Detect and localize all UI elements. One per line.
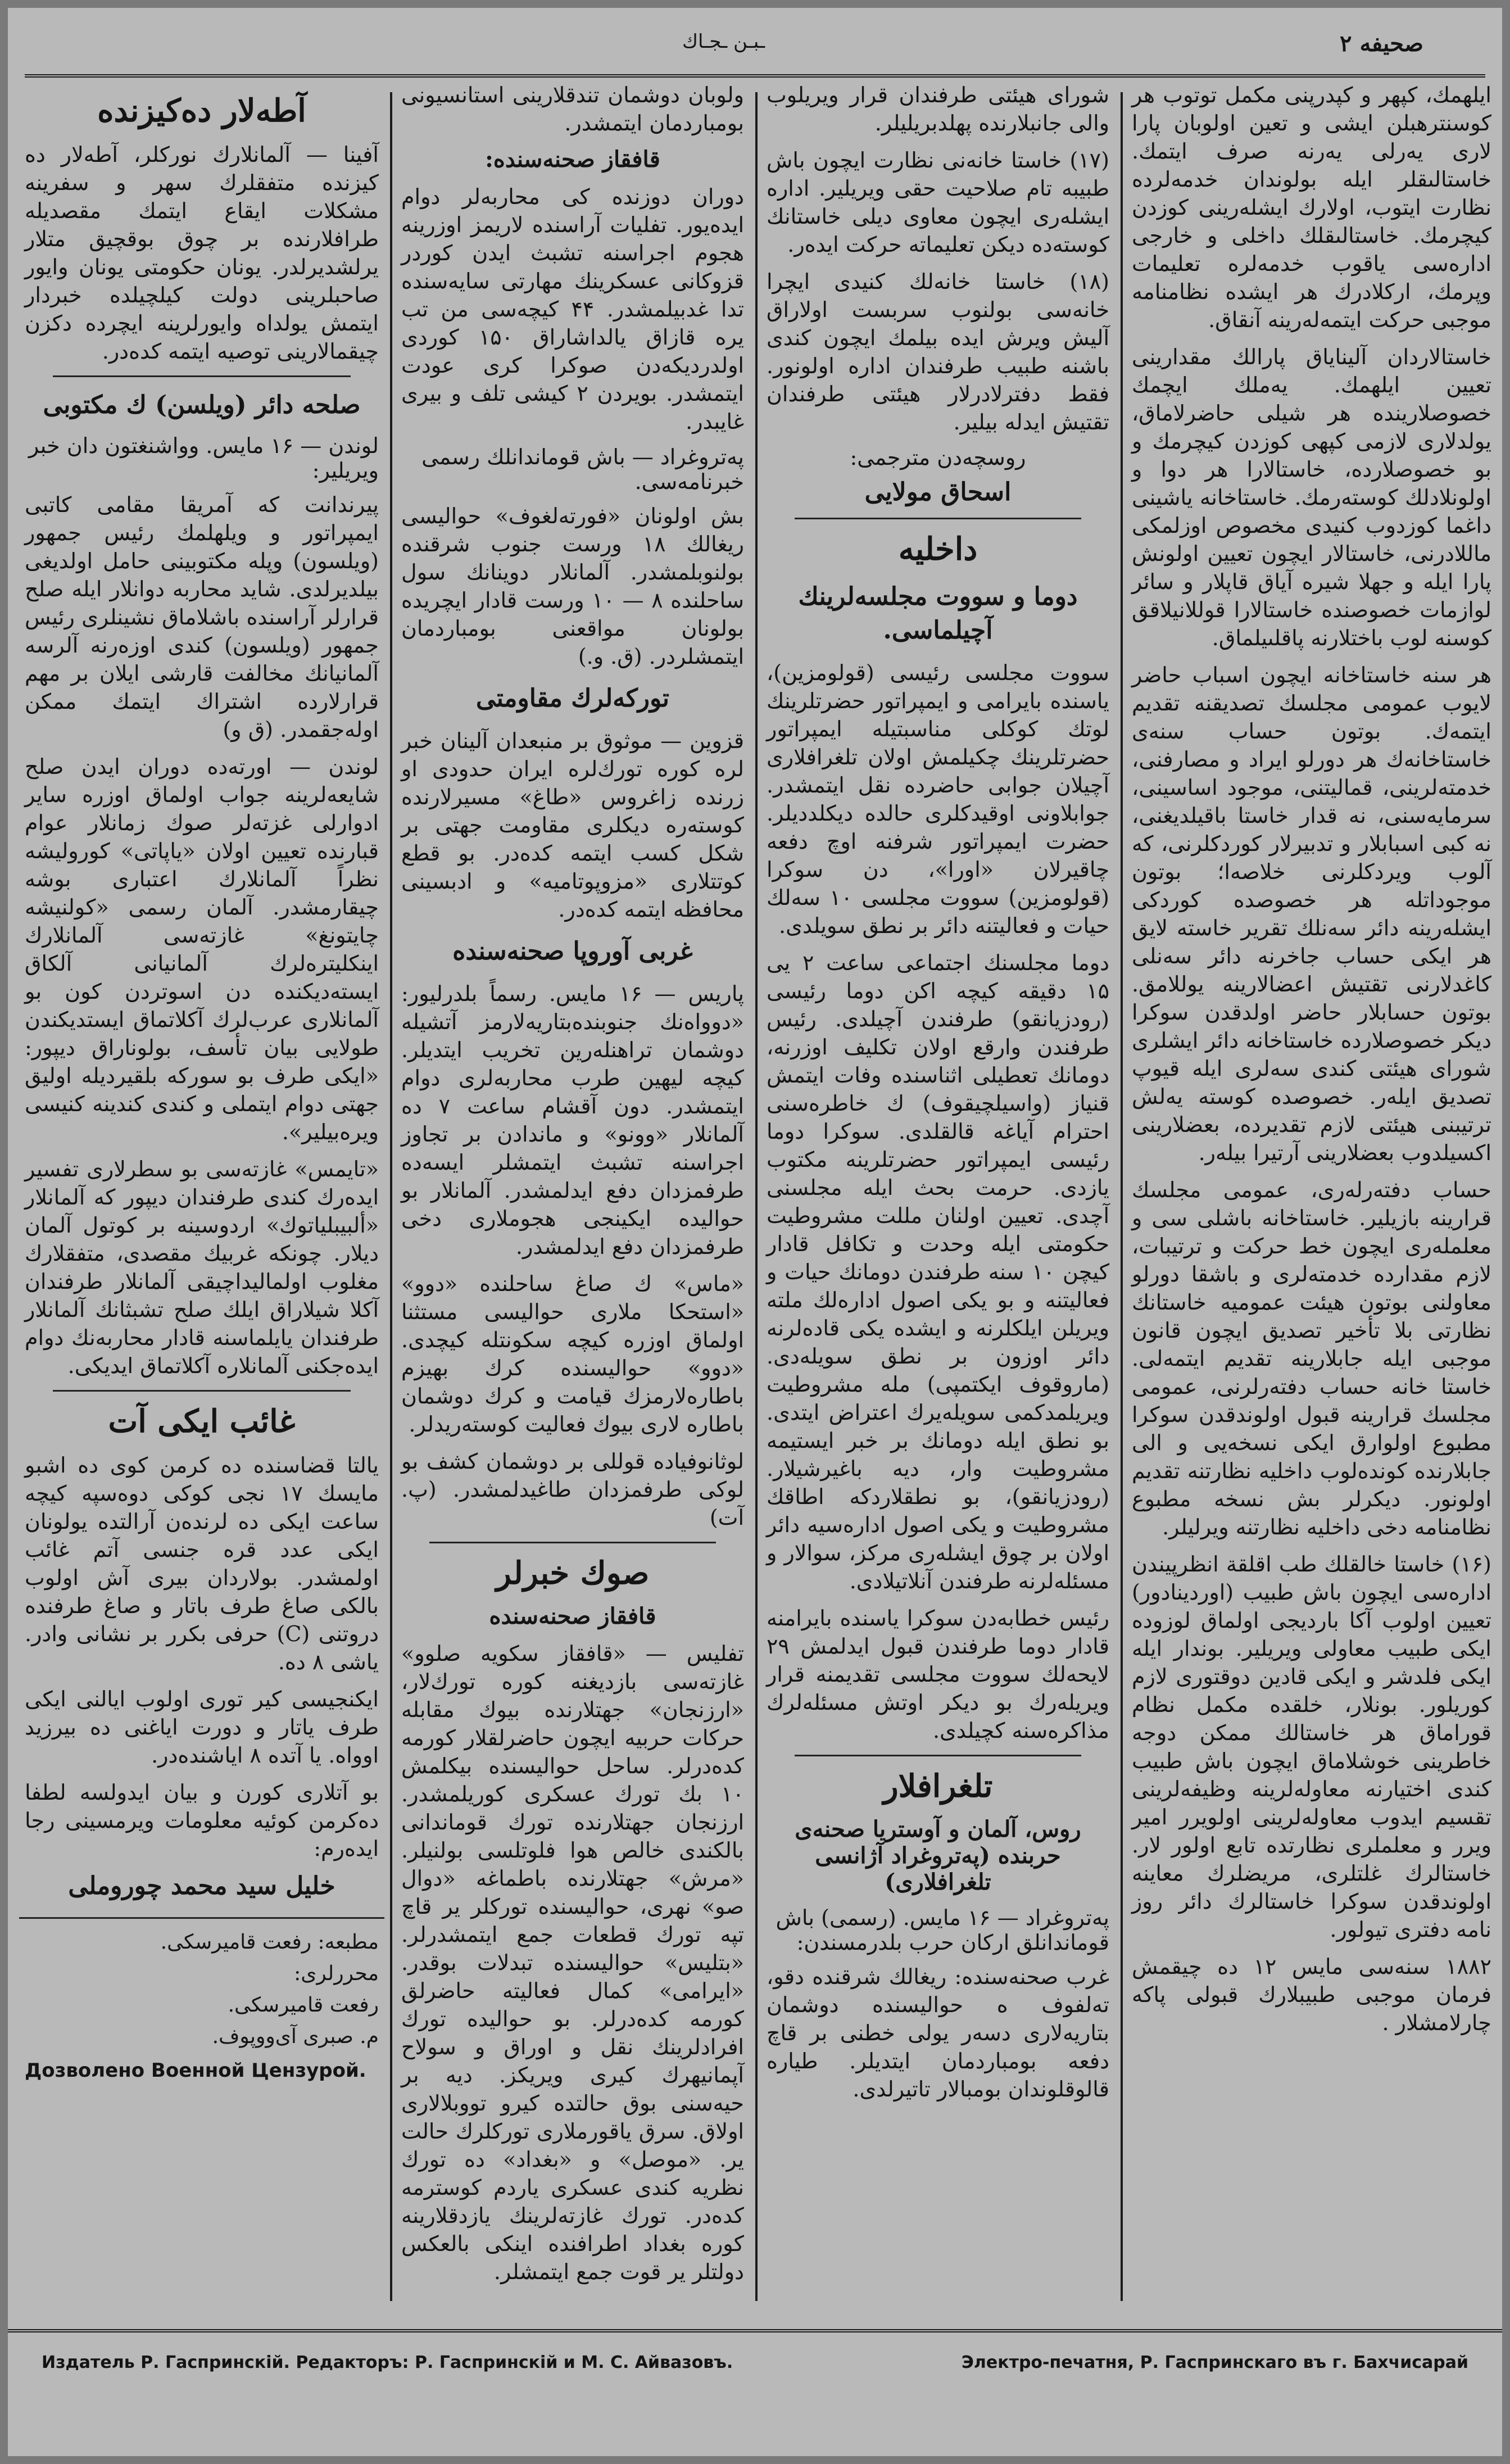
column-2 (761, 81, 1115, 2307)
column-3 (396, 81, 750, 2307)
page-number-label: صحيفه ۲ (1340, 30, 1423, 57)
editor-name: رفعت قاميرسكى. (228, 1994, 379, 2017)
paragraph: هر سنه خاستاخانه ايچون اسباب حاضر لايوب عمومى مجلسك تصديقنه تقديم ايتمەك. بوتون حساب سنه‌ى خاستاخانه‌ك هر دورلو ايراد و مصارفنى، خدمتەلرينى، قماليتنى، موجود اساسينى، سرمايەسنى، نه قدار خاستا باقيلديغنى، نه كبى اسبابلار و تدبيرلار كوردكلرنى، كه آلوب ويردكلرنى خلاصەا؛ بوتون موجوداتلە هر خصوصده كوردكى ايشلەرينه دائر سەنلك تقرير خاسته لايق هر ايكى حساب جاخرنه دائر سەنلى كاغدلارنى تقتيش اعضالارينه يوللامق. بوتون حسابلار حاضر اولدقدن سوكرا ديكر خصوصلارده خاستاخانه دائر ايشلرى شوراى هيئتى كندى سەلرى ايله قيوپ تصديق ايلەر. خصوصده كوسته يەلش ترتيبنى هيئتى لازم تقديرده، بعضلارينى اكسيلدوب بعضلارينى آرتيرا بيلەر. (1132, 663, 1491, 1165)
column-1 (1126, 81, 1497, 2307)
article-title: غائب ايكى آت (108, 1403, 296, 1440)
paragraph: حساب دفتەرلەرى، عمومى مجلسك قرارينه بازيلير. خاستاخانه باشلى سى و معلملەرى ايچون خط حركت و ترتيبات، لازم مقداردە خدمتەلرى و باشقا دورلو معاولنى بوتون هيئت عموميه خاستانك نظارتى بلا تأخير تصديق ايچون قانون موجبى ايله جابلارينه تقديم ايتمەلى. خاستا خانه حساب دفتەرلرنى، عمومى مجلسك قرارينه قبول اولوندقدن سوكرا مطبوع اولوارق ايكى نسخه‌يى و الى جابلارنده كوندەلوب داخليه نظارتنه تقديم اولونور. ديكرلر بش نسخه مطبوع نظامنامه دخى داخليه نظارتنه ويرليلر. (1132, 1177, 1491, 1539)
article-title: آطه‌لار ده‌كيزنده (97, 92, 306, 129)
publisher-line: مطبعه: رفعت قاميرسكى. (160, 1931, 379, 1954)
article-heading: غربى آوروپا صحنه‌سنده (452, 937, 693, 966)
column-4 (19, 81, 384, 2307)
paragraph: دوما مجلسنك اجتماعى ساعت ۲ يى ۱۵ دقيقه كيچه اكن دوما رئيسى (رودزيانقو) طرفندن آچيلدى. رئيس طرفندن وارقع اولان تكليف اوزرنه، دومانك تعطيلى اثناسنده وفات ايتمش قنياز (واسيلچيقوف) ك خاطرەسنى احترام آياغه قالقلدى. سوكرا دوما رئيسى ايمپراتور حضرتلرينه مكتوب يازدى. حرمت بحث ايله مجلسنى آچدى. تعيين اولنان مللت مشروطيت حكومتى ايله وحدت و تكافل قادار كيچن ۱۰ سنه طرفندن دومانك حيات و فعاليتنه و بو يكى اصول ادارەلك ملته ويريلن ايلكلرنه و ايشده يكى قادەلرنه دائر اوزون بر نطق سويلەدى. (ماروقوف ايكتمپى) مله مشروطيت ويريلمدكمى سويله‌يرك اعتراض ايتدى. بو نطق ايله دومانك بر خبر ايستيمه مشروطيت وار، ديه باغيرشيلار. (رودزيانقو)، بو نطقلاردكه اطاقك مشروطيت و يكى اصول ادارەسيه دائر اولان بر چوق ايشلەرى مركز، سوالار و مسئله‌لرنه طرفندن آنلاتيلادى. (767, 950, 1109, 1593)
dateline: لوندن — ۱۶ مايس. وواشنغتون دان خبر ويريلير: (28, 433, 379, 483)
section-subtitle: قافقاز صحنه‌سنده: (485, 146, 660, 173)
footer-publisher: Издатель Р. Гаспринскій. Редакторъ: Р. Гаспринскій и М. С. Айвазовъ. (42, 2353, 733, 2372)
separator (53, 375, 351, 377)
paragraph: غرب صحنه‌سنده: ريغالك شرقنده دقو، ته‌لفوف ه حواليسنده دوشمان بتاريەلارى دسه‌ر يولى خطنى بر قاچ دفعه بومباردمان ايتديلر. طياره قالوقلوندان بومبالار تاتيرلدى. (767, 1964, 1109, 2101)
paragraph: (۱۶) خاستا خالقلك طب اقلقة انظرپيندن ادارەسى ايچون باش طبيب (اوردينادور) تعيين اولوب آكا بارديجى اولماق لوزوده ايكى طبيب معاولى ويريلير. بوندار ايله ايكى فلدشر و ايكى قادين دوقتورى لازم كوريلور. بونلار، خلقده مكمل نظام قوراماق هر خاستالك ممكن دوجه خاطرينى خوشلاماق ايچون باش طبيب كندى اختيارنه معاوله‌لرينه وظيفەلرينى تقسيم ايدوب معاوله‌لرينى اولويرر امير ويرر و معلملرى نظارتده تابع اولور لار. خاستالرك غلتلرى، مريضلرك معاينه اولوندقدن سوكرا خاستالرك دائر روز نامه دفترى تيولور. (1132, 1552, 1491, 1942)
paragraph: شوراى هيئتى طرفندان قرار ويريلوب والى جانبلارنده پهلدبريليلر. (767, 83, 1109, 135)
paragraph: ايلهمك، كپهر و كپدرپنى مكمل توتوب هر كوسنترهبلن ايشى و تعين اولوبان پارا لارى يەرلى يەرنه صرف ايتمك. خاستالىقلر ايله بولوندان خدمەلرده نظارت ايتوب، اولارك ايشلەرينى كوزدن كيچرمك. خاستالىقلك داخلى و خارجى ادارەسى ياقوب خدمەلرە تعليمات وپرمك، اركلادرك هر ايشده نظامنامه موجبى حركت ايتمەلەرينه آنقاق. (1132, 83, 1491, 332)
paragraph: لوندن — اورتە‌ده دوران ايدن صلح شايعه‌لرينه جواب اولماق اوزره ساير ادوارلى غزته‌لر صوك زمانلار عوام قبارنده تعيين اولان «ياپاتى» كوروليشه نظراً آلمانلارك اعتبارى بوشه چيقارمشدر. آلمان رسمى «كولنيشه چايتونغ» غازته‌سى آلمانلارك اينكليتره‌لرك آلمانيانى آلكاق ايستەديكنده دن اسوتردن كون بو آلمانلارى عرب‌لرك آكلاتماق ايستديكندن طولايى بيان تأسف، بولوناراق ديپور: «ايكى طرف بو سوركه بلقيرديله اوليق جهتى دوام ايتملى و كندى كندينه كنيسى ويره‌بيلير». (25, 754, 379, 1144)
section-subtitle: قافقاز صحنه‌سنده (489, 1603, 656, 1629)
translator-label: روسچەدن مترجمى: (850, 445, 1026, 470)
paragraph: ايكنجيسى كير تورى اولوب ايالنى ايكى طرف ياتار و دورت اياغنى ده بيرزيد اوواه. يا آتده ۸ اياشنده‌در. (25, 1687, 379, 1768)
article-heading: توركەلرك مقاومتى (475, 684, 670, 713)
paragraph: رئيس خطابه‌دن سوكرا ياسنده بايرامنه قادار دوما طرفندن قبول ايدلمش ۲۹ لايحه‌لك سووت مجلسى تقديمنه قرار ويريله‌رك بو ديكر اوتش مسئله‌لرك مذاكرەسنه كچيلدى. (767, 1606, 1109, 1743)
paragraph: ۱۸۸۲ سنه‌سى مايس ۱۲ ده چيقمش فرمان موجبى طبيبلارك قبولى پاكه چارلامشلار . (1132, 1954, 1491, 2035)
paragraph: خاستالاردان آليناياق پارالك مقدارينى تعيين ايلهمك. يەملك ايچمك خصوصلارينده هر شيلى حاضرلاماق، يولدلارى لازمى كپهى كوزدن كيچرمك و بو خصوصلارده، خاستالارا هر دوا و اولونلادلك كوستەرمك. خاستاخانه ياشينى داغما كوزدوب كنيدى مخصوص اوزلمكى ماللادرنى، خاستالار ايچون تعيين اولونش پارا ايله و جهلا شيرە آياق قاپلار و سائر لوازمات خصوصنده خاستالارا قوللانيلاقق كوسنه لوب باختلارنه پاقلىيلماق. (1132, 345, 1491, 650)
separator (795, 1755, 1081, 1756)
column-rule (1121, 92, 1123, 2301)
imprint-block (19, 1917, 384, 2082)
censorship-note: Дозволено Военной Цензурой. (25, 2059, 366, 2082)
paragraph: (۱۸) خاستا خانه‌لك كنيدى ايچرا خانه‌سى بولنوب سربست اولاراق آليش ويرش ايده بيلمك ايچون كندى باشنه طبيب طرفندان اداره اولونور. فقط دفترلادرلار هيئتى طرفندان تقتيش ايدله بيلير. (767, 269, 1109, 434)
article-heading: دوما و سووت مجلسەلرينك آچيلماسى. (798, 582, 1078, 645)
paragraph: سووت مجلسى رئيسى (قولومزين)، ياسنده بايرامى و ايمپراتور حضرتلرينك لوتك كوكلى مناسبتيله ايمپراتور حضرتلرينك چكيلمش اولان تلغرافلارى آچيلان جوابى حاضرده نقل ايتمشدر. جوابلاونى اوقيدكلرى حالده ديكلدديلر. حضرت ايمپراتور شرفنه اوچ دفعه چاقيرلان «اورا»، دن سوكرا (قولومزين) سووت مجلسى ۱۰ سەلك حيات و فعاليتنه دائر بر نطق سويلدى. (767, 660, 1109, 938)
paragraph: (۱۷) خاستا خانه‌نى نظارت ايچون باش طبيبه تام صلاحيت حقى ويريلير. اداره ايشلەرى ايچون معاوى ديلى خاستانك كوسته‌ده ديكن تعليماته حركت ايدەر. (767, 148, 1109, 257)
paragraph: دوران دوزنده كى محاربه‌لر دوام ايدەيور. تفليات آراسنده لاريمز اوزرينه هجوم اجراسنه تشبث ايدن كوردر قزوكانى عسكرينك مهارتى سايەسنده تدا غدبيلمشدر. ۴۴ كيچەسى من تب يرە قازاق يالداشاراق ۱۵۰ كوردى اولدرديكەدن صوكرا كرى عودت ايتمشدر. بويردن ۲ كيشى تلف و بيرى غايبدر. (401, 184, 744, 434)
paragraph: پاريس — ۱۶ مايس. رسماً بلدرليور: «دوواه‌نك جنوبنده‌بتاريەلارمز آتشيله دوشمان تراهنلەرين تخريب ايتديلر. كيچه ليهين طرب محاربه‌لرى دوام ايتمشدر. دون آقشام ساعت ۷ ده آلمانلار «وونو» و ماندادن بر تجاوز اجراسنه تشبث ايتمشلر ايسه‌ده طرفمزدان دفع ايدلمشدر. آلمانلار بو حواليده ايكينجى هجوملارى دخى طرفمزدان دفع ايدلمشدر. (401, 981, 745, 1259)
newspaper-name: ـبـن ـجـاك (682, 30, 765, 53)
paragraph: تفليس — «قافقاز سكويه صلوو» غازته‌سى بازديغنه كوره تورك‌لار، «ارزنجان» جهتلارنده بيوك مقابله حركات حربيه ايچون حاضرلقلار كورمه كده‌درلر. ساحل حواليسنده بيكلمش ۱۰ بك تورك عسكرى كوريلمشدر. ارزنجان جهتلارنده تورك قوماندانى بالكندى خالص هوا فلوتلسى بولنيلر. «مرش» جهتلارنده باطماغه «دوال صو» نهرى، حواليسنده توركلر ير قاچ تپه تورك قطعات جمع ايتمشدرلر. «بتليس» حواليسنده تبدلات بوقدر. «ايرامى» كمال فعاليته حاضرلق كورمه كده‌درلر. بو حواليده تورك افرادلرينك نقل و اوراق و سولاح آپمانيهرك كيرى ويريكز. ديه بر حيه‌سنى بوق حالتده كيرو تووبلالارى اولاق. سرق ياقورملارى توركلرك حالت ير. «موصل» و «بغداد» ده تورك نظريه كندى عسكرى ياردم كوسترمه كدەدر. تورك غازته‌لرينك يازدقلارينه كوره بغداد اطرافنده اينكى بالعكس دولتلر ير قوت جمع ايتمشلر. (401, 1641, 744, 2284)
section-title: داخليه (898, 531, 978, 568)
advertiser-signature: خليل سيد محمد چوروملى (68, 1872, 335, 1900)
paragraph: پيرندانت كه آمريقا مقامى كاتبى ايمپراتور و ويلهلمك رئيس جمهور (ويلسون) وپله مكتوبينى حامل اولديغى بيلديرلدى. شايد محاربه دوانلار ايله صلح قرارلر آراسنده باشلاماق نشينلرى رئيس جمهور (ويلسون) كندى اوزەرنه آلرسه آلمانيانك مخالفت قارشى ايلان بر مهم قرارلارده اشتراك ايتمك ممكن اوله‌جقمدر. (ق و) (25, 492, 379, 742)
dateline: پەتروغراد — ۱۶ مايس. (رسمى) باش قوماندانلق اركان حرب بلدرمسندن: (776, 1905, 1109, 1955)
paragraph: آفينا — آلمانلارك نوركلر، آطه‌لار ده كيزنده متفقلرك سهر و سفرينه مشكلات ايقاع ايتمك مقصديله طرافلارنده بر چوق بوقچيق متلار يرلشديرلدر. يونان حكومتى يونان وايور صاحبلرينى دولت كيلچيلده خبردار ايتمش يولداه وايورلرينه ايچرده دكزن چيقمالارينى توصيه ايتمه كدەدر. (25, 142, 379, 364)
column-rule (755, 92, 758, 2301)
page-footer (8, 2329, 1502, 2411)
column-rule (390, 92, 392, 2301)
separator (53, 1390, 351, 1392)
header-rule (25, 74, 1485, 78)
editors-label: محررلرى: (294, 1962, 379, 1985)
page-header (8, 8, 1502, 75)
dateline: پەتروغراد — باش قوماندانلك رسمى خبرنامه‌سى. (421, 445, 744, 494)
separator (795, 518, 1081, 519)
paragraph: «تايمس» غازته‌سى بو سطرلارى تفسير ايدەرك كندى طرفندان ديپور كه آلمانلار «ألبيبلياتوك» اردوسينه بر كوتول آلمان ديلار. چونكه غربيك مقصدى، متفقلارك مغلوب اولماليداچيقى آلمانلار طرفندان آكلا شيلاراق ايلك صلح تشبثانك آلمانلار طرفندان يايلماسنه قادار محاربه‌نك دوام ايدەجكنى آلمانلاره آكلاتماق ايديكى. (25, 1157, 379, 1378)
paragraph: ولوبان دوشمان تندقلارينى استانسيونى بومباردمان ايتمشدر. (401, 83, 744, 135)
paragraph: يالتا قضاسنده ده كرمن كوى ده اشبو مايسك ۱۷ نجى كوكى دوەسپه كيچه ساعت ايكى ده لرندەن آرالتده يولونان ايكى عدد قره جنسى آتم غائب اولمشدر. بولاردان بيرى آش اولوب بالكى صاغ طرف باتار و صاغ طرفنده دروتنى (C) حرفى بكرر بر نشانى وادر. ياشى ۸ ده. (25, 1453, 379, 1674)
footer-printer: Электро-печатня, Р. Гаспринскаго въ г. Бахчисарай (961, 2353, 1468, 2372)
section-title: صوك خبرلر (496, 1555, 650, 1592)
paragraph: بو آتلارى كورن و بيان ايدولسه لطفا دەكرمن كوئيه معلومات ويرمسينى رجا ايده‌رم: (25, 1780, 379, 1861)
paragraph: قزوين — موثوق بر منبعدان آلينان خبر لره كوره تورك‌لره ايران حدودى او زرنده زاغروس «طاغ» مسيرلارنده كوستەره ديكلرى مقاومت جهتى بر شكل كسب ايتمه كدەدر. بو قطع كوتتلارى «مزوپوتاميه» و ادبسينى محافظه ايتمه كدەدر. (401, 728, 744, 922)
paragraph: لوثانوفياده قوللى بر دوشمان كشف بو لوكى طرفمزدان طاغيدلمشدر. (پ. آت) (401, 1449, 744, 1530)
section-title: تلغرافلار (883, 1768, 993, 1805)
paragraph: «ماس» ك صاغ ساحلنده «دوو» «استحكا ملارى حواليسى مستثنا اولماق اوزره كيچه سكونتله كيچدى. «دوو» حواليسنده كرك بهيزم باطارەلارمزك قيامت و كرك دوشمان باطاره لارى بيوك فعاليت كوستەريدلر. (401, 1271, 744, 1437)
separator (429, 1542, 716, 1543)
newspaper-page (8, 8, 1502, 2456)
article-heading: روس، آلمان و آوستريا صحنه‌ى حربنده (پەتروغراد آژانسى تلغرافلارى) (795, 1816, 1081, 1895)
article-title: صلحه دائر (ويلسن) ك مكتوبى (43, 391, 361, 419)
translator-name: اسحاق مولايى (864, 478, 1012, 506)
paragraph: بش اولونان «فورته‌لغوف» حواليسى ريغالك ۱۸ ورست جنوب شرقنده بولنوبلمشدر. آلمانلار دوينانك سول ساحلنده ۸ — ۱۰ ورست قادار ايچريده بولونان مواقعنى بومباردمان ايتمشلردر. (ق. و.) (401, 504, 744, 669)
editor-name: م. صبرى آى‌ووپوف. (212, 2025, 379, 2048)
